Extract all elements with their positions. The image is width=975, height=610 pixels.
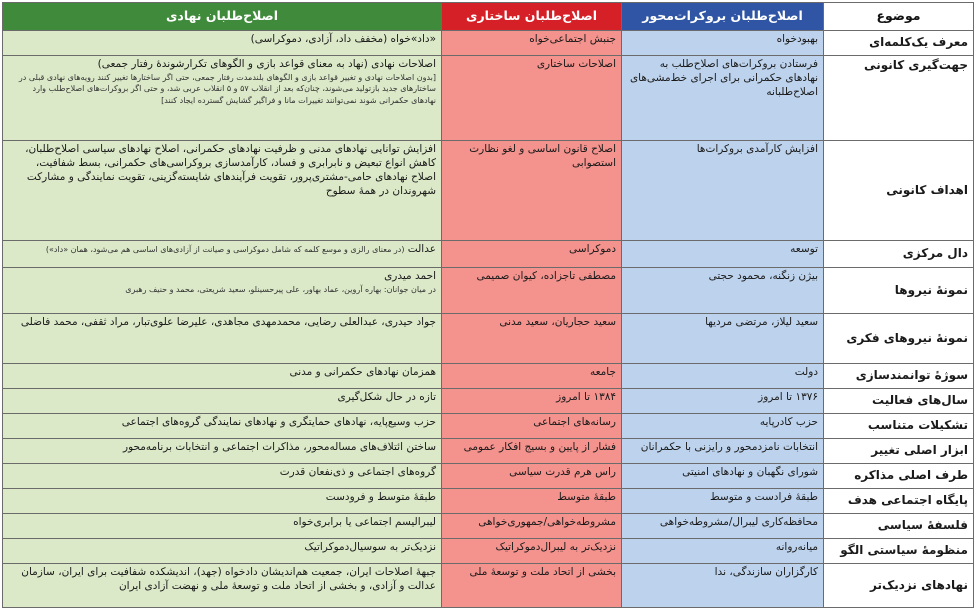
row-topic: معرف یک‌کلمه‌ای: [824, 31, 974, 56]
cell-structural: اصلاحات ساختاری: [442, 55, 622, 140]
row-topic: فلسفهٔ سیاسی: [824, 514, 974, 539]
table-row: [3, 389, 974, 414]
row-topic: جهت‌گیری کانونی: [824, 55, 974, 140]
cell-institutional-note: [بدون اصلاحات نهادی و تغییر قواعد بازی و الگوهای بلندمدت رفتار جمعی، حتی اگر ساختارها تغییر کنند رویه‌های نهادی قبلی در ساختارهای جدید بازتولید می‌شوند، چنان‌که بعد از انقلاب ۵۷ و ۵ انقلاب عربی شد، و حتی اگر بروکرات‌های اصلاح‌طلب وارد نهادهای حکمرانی شوند نمی‌توانند تغییرات مانا و فراگیر گشایش گسترده ایجاد کنند]: [18, 72, 436, 106]
cell-institutional: [3, 31, 442, 56]
cell-institutional: همزمان نهادهای حکمرانی و مدنی: [3, 364, 442, 389]
cell-institutional-text: «داد»خواه (مخفف داد، آزادی، دموکراسی): [250, 33, 436, 45]
table-row: [3, 514, 974, 539]
cell-bureaucratic: حزب کادرپایه: [622, 414, 824, 439]
cell-structural: ۱۳۸۴ تا امروز: [442, 389, 622, 414]
cell-bureaucratic: بهبودخواه: [622, 31, 824, 56]
cell-bureaucratic: افزایش کارآمدی بروکرات‌ها: [622, 141, 824, 241]
cell-bureaucratic: فرستادن بروکرات‌های اصلاح‌طلب به نهادهای حکمرانی برای اجرای خط‌مشی‌های اصلاح‌طلبانه: [622, 55, 824, 140]
cell-structural: طبقهٔ متوسط: [442, 489, 622, 514]
cell-structural: سعید حجاریان، سعید مدنی: [442, 314, 622, 364]
cell-structural: اصلاح قانون اساسی و لغو نظارت استصوابی: [442, 141, 622, 241]
cell-bureaucratic: کارگزاران سازندگی، ندا: [622, 564, 824, 608]
cell-institutional: گروه‌های اجتماعی و ذی‌نفعان قدرت: [3, 464, 442, 489]
row-topic: منظومهٔ سیاستی الگو: [824, 539, 974, 564]
comparison-table: [2, 2, 974, 608]
table-row: [3, 241, 974, 268]
cell-structural: مشروطه‌خواهی/جمهوری‌خواهی: [442, 514, 622, 539]
table-row: [3, 539, 974, 564]
cell-bureaucratic: میانه‌روانه: [622, 539, 824, 564]
cell-institutional: جواد حیدری، عبدالعلی رضایی، محمدمهدی مجاهدی، علیرضا علوی‌تبار، مراد ثقفی، محمد فاضلی: [3, 314, 442, 364]
table-row: [3, 55, 974, 140]
row-topic: سوژهٔ توانمندسازی: [824, 364, 974, 389]
row-topic: دال مرکزی: [824, 241, 974, 268]
table-row: [3, 439, 974, 464]
table-row: [3, 141, 974, 241]
cell-bureaucratic: انتخابات نامزدمحور و رایزنی با حکمرانان: [622, 439, 824, 464]
row-topic: اهداف کانونی: [824, 141, 974, 241]
cell-institutional-text: اصلاحات نهادی (نهاد به معنای قواعد بازی و الگوهای تکرارشوندهٔ رفتار جمعی): [97, 57, 436, 70]
cell-institutional-note: در میان جوانان: بهاره آروین، عماد بهاور، علی پیرحسینلو، سعید شریعتی، محمد و حنیف رهبری: [125, 285, 436, 295]
cell-structural: نزدیک‌تر به لیبرال‌دموکراتیک: [442, 539, 622, 564]
cell-structural: جامعه: [442, 364, 622, 389]
cell-institutional: طبقهٔ متوسط و فرودست: [3, 489, 442, 514]
header-row: [3, 3, 974, 31]
cell-bureaucratic: شورای نگهبان و نهادهای امنیتی: [622, 464, 824, 489]
row-topic: تشکیلات متناسب: [824, 414, 974, 439]
cell-bureaucratic: دولت: [622, 364, 824, 389]
row-topic: پایگاه اجتماعی هدف: [824, 489, 974, 514]
cell-structural: رسانه‌های اجتماعی: [442, 414, 622, 439]
cell-structural: راس هرم قدرت سیاسی: [442, 464, 622, 489]
cell-structural: مصطفی تاجزاده، کیوان صمیمی: [442, 268, 622, 314]
cell-structural: فشار از پایین و بسیج افکار عمومی: [442, 439, 622, 464]
cell-institutional: [3, 268, 442, 314]
cell-institutional: افزایش توانایی نهادهای مدنی و ظرفیت نهادهای حکمرانی، اصلاح نهادهای سیاسی اصلاح‌طلبان، کاهش انواع تبعیض و نابرابری و فساد، کارآمدسازی بروکراسی‌های حکمرانی، بسط شفافیت، اصلاح نهادهای حامی-مشتری‌پرور، تقویت فرآیندهای شایسته‌گزینی، تقویت نمایندگی و مشارکت شهروندان در همهٔ سطوح: [3, 141, 442, 241]
cell-bureaucratic: ۱۳۷۶ تا امروز: [622, 389, 824, 414]
table-row: [3, 364, 974, 389]
cell-institutional-text: عدالت: [407, 243, 436, 256]
table-row: [3, 268, 974, 314]
cell-structural: دموکراسی: [442, 241, 622, 268]
header-institutional: اصلاح‌طلبان نهادی: [3, 3, 442, 31]
cell-institutional: نزدیک‌تر به سوسیال‌دموکراتیک: [3, 539, 442, 564]
cell-structural: بخشی از اتحاد ملت و توسعهٔ ملی: [442, 564, 622, 608]
row-topic: نمونهٔ نیروها: [824, 268, 974, 314]
cell-bureaucratic: محافظه‌کاری لیبرال/مشروطه‌خواهی: [622, 514, 824, 539]
row-topic: طرف اصلی مذاکره: [824, 464, 974, 489]
cell-institutional: تازه در حال شکل‌گیری: [3, 389, 442, 414]
header-topic: موضوع: [824, 3, 974, 31]
header-bureaucratic: اصلاح‌طلبان بروکرات‌محور: [622, 3, 824, 31]
table-row: [3, 489, 974, 514]
cell-bureaucratic: توسعه: [622, 241, 824, 268]
cell-institutional: حزب وسیع‌پایه، نهادهای حمایتگری و نهادهای نمایندگی گروه‌های اجتماعی: [3, 414, 442, 439]
cell-institutional-note: (در معنای رالزی و موسع کلمه که شامل دموکراسی و صیانت از آزادی‌های اساسی هم می‌شود، همان «داد»): [45, 245, 405, 255]
cell-institutional: ساختن ائتلاف‌های مساله‌محور، مذاکرات اجتماعی و انتخابات برنامه‌محور: [3, 439, 442, 464]
table-row: [3, 314, 974, 364]
header-structural: اصلاح‌طلبان ساختاری: [442, 3, 622, 31]
row-topic: نهادهای نزدیک‌تر: [824, 564, 974, 608]
row-topic: سال‌های فعالیت: [824, 389, 974, 414]
row-topic: نمونهٔ نیروهای فکری: [824, 314, 974, 364]
cell-institutional: [3, 241, 442, 268]
cell-institutional: [3, 55, 442, 140]
cell-bureaucratic: بیژن زنگنه، محمود حجتی: [622, 268, 824, 314]
cell-institutional-text: احمد میدری: [384, 270, 436, 283]
cell-structural: جنبش اجتماعی‌خواه: [442, 31, 622, 56]
cell-institutional: جبههٔ اصلاحات ایران، جمعیت هم‌اندیشان دادخواه (جهد)، اندیشکده شفافیت برای ایران، سازمان عدالت و آزادی، و بخشی از اتحاد ملت و توسعهٔ ملی و نهضت آزادی ایران: [3, 564, 442, 608]
cell-bureaucratic: طبقهٔ فرادست و متوسط: [622, 489, 824, 514]
table-row: [3, 464, 974, 489]
cell-bureaucratic: سعید لیلاز، مرتضی مردیها: [622, 314, 824, 364]
cell-institutional: لیبرالیسم اجتماعی یا برابری‌خواه: [3, 514, 442, 539]
table-row: [3, 414, 974, 439]
table-row: [3, 31, 974, 56]
row-topic: ابزار اصلی تغییر: [824, 439, 974, 464]
table-row: [3, 564, 974, 608]
